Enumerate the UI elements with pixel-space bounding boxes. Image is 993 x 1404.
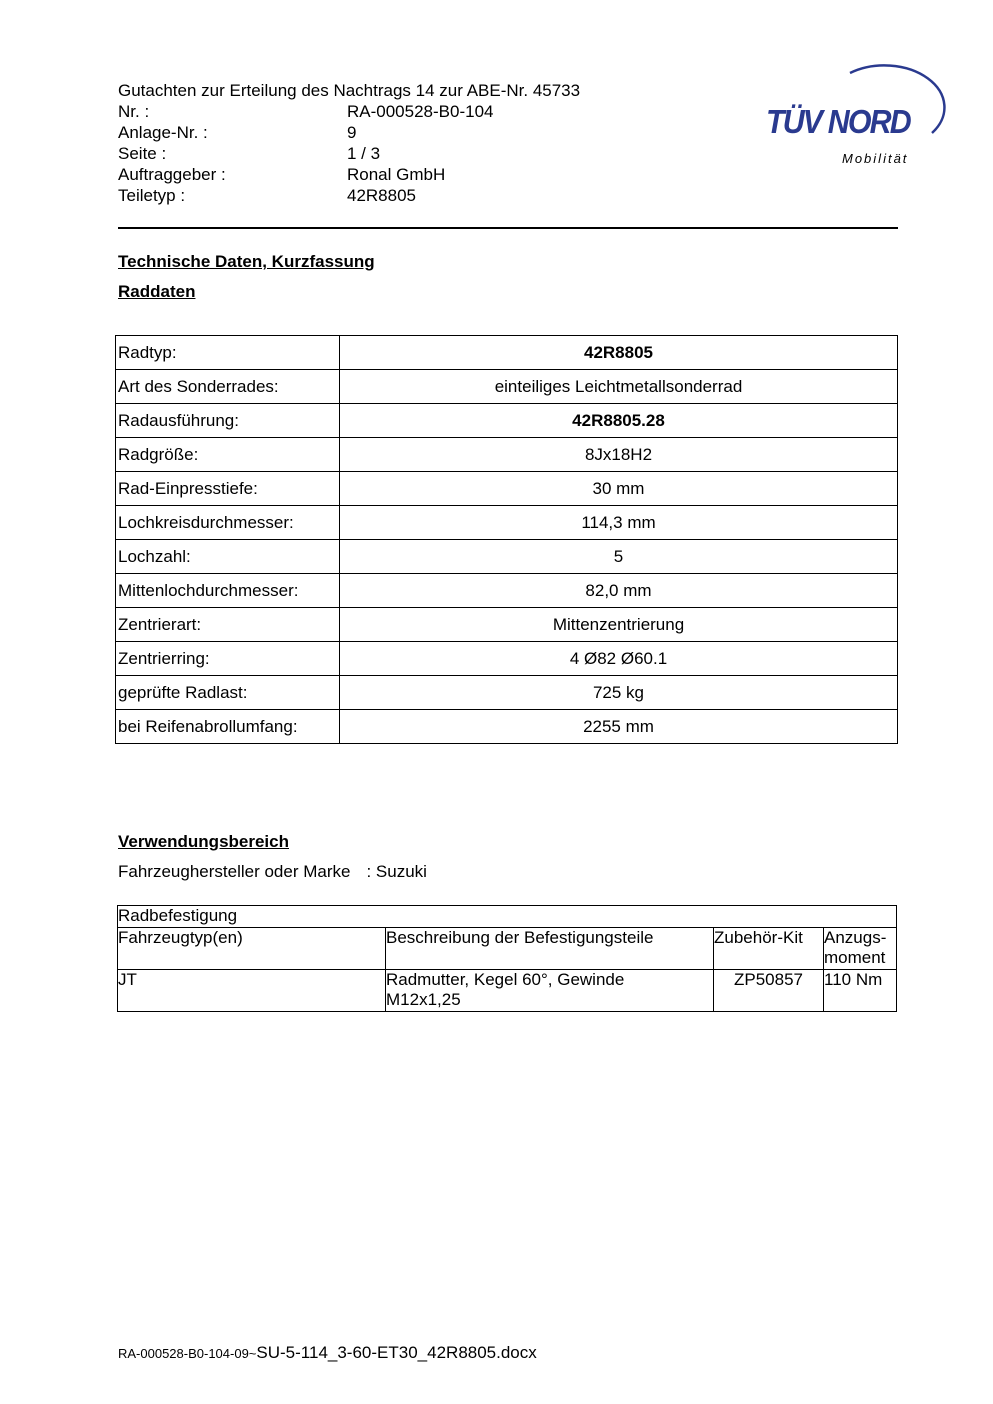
table-row [116, 370, 898, 404]
logo-subtitle: Mobilität [842, 151, 909, 166]
section-heading-raddaten: Raddaten [118, 282, 196, 301]
row-label: Radgröße: [116, 438, 340, 472]
table-row [116, 336, 898, 370]
row-label: Radtyp: [116, 336, 340, 370]
table-row [116, 710, 898, 744]
header-field-seite [118, 143, 718, 164]
header-beschreibung: Beschreibung der Befestigungsteile [386, 928, 714, 970]
footer-filename: SU-5-114_3-60-ET30_42R8805.docx [256, 1343, 537, 1362]
table-row [116, 506, 898, 540]
radbefestigung-table [117, 905, 897, 1012]
row-value: 2255 mm [340, 710, 898, 744]
row-value: 82,0 mm [340, 574, 898, 608]
header-value: 42R8805 [347, 186, 417, 205]
header-field-nr [118, 101, 718, 122]
header-anzugsmoment [824, 928, 897, 970]
table-title-row [118, 906, 897, 928]
manufacturer-value: Suzuki [375, 862, 427, 881]
header-fahrzeugtyp: Fahrzeugtyp(en) [118, 928, 386, 970]
header-divider [118, 227, 898, 229]
table-row [116, 438, 898, 472]
vehicle-manufacturer-line [118, 862, 427, 882]
raddaten-table [115, 335, 898, 744]
row-label: Radausführung: [116, 404, 340, 438]
logo-brand: TÜV NORD [766, 103, 910, 140]
row-label: Mittenlochdurchmesser: [116, 574, 340, 608]
table-row [116, 404, 898, 438]
row-value: 114,3 mm [340, 506, 898, 540]
row-label: Zentrierring: [116, 642, 340, 676]
header-field-teiletyp [118, 185, 718, 206]
row-value: 30 mm [340, 472, 898, 506]
table-row [116, 608, 898, 642]
row-label: Rad-Einpresstiefe: [116, 472, 340, 506]
header-label: Seite : [118, 144, 167, 163]
row-value: Mittenzentrierung [340, 608, 898, 642]
row-value: 42R8805 [340, 336, 898, 370]
row-label: geprüfte Radlast: [116, 676, 340, 710]
header-zubehoer-kit: Zubehör-Kit [714, 928, 824, 970]
footer-prefix: RA-000528-B0-104-09~ [118, 1346, 257, 1361]
row-label: Art des Sonderrades: [116, 370, 340, 404]
table-row [116, 472, 898, 506]
table-row [116, 574, 898, 608]
beschreibung-line-2: M12x1,25 [386, 990, 461, 1009]
header-value: 1 / 3 [347, 144, 381, 163]
header-label: Nr. : [118, 102, 150, 121]
header-value: Ronal GmbH [347, 165, 446, 184]
cell-beschreibung [386, 970, 714, 1012]
header-value: RA-000528-B0-104 [347, 102, 494, 121]
cell-anzugsmoment: 110 Nm [824, 970, 897, 1012]
tuev-nord-logo [760, 55, 950, 175]
row-value: 8Jx18H2 [340, 438, 898, 472]
header-value: 9 [347, 123, 357, 142]
row-label: Zentrierart: [116, 608, 340, 642]
document-title: Gutachten zur Erteilung des Nachtrags 14 zur ABE-Nr. 45733 [118, 81, 581, 100]
table-header-row [118, 928, 897, 970]
table-title: Radbefestigung [118, 906, 897, 928]
header-label: Teiletyp : [118, 186, 186, 205]
header-label: Auftraggeber : [118, 165, 226, 184]
section-heading-technische-daten: Technische Daten, Kurzfassung [118, 252, 375, 271]
row-label: Lochzahl: [116, 540, 340, 574]
row-value: einteiliges Leichtmetallsonderrad [340, 370, 898, 404]
row-label: bei Reifenabrollumfang: [116, 710, 340, 744]
header-field-anlage [118, 122, 718, 143]
header-field-auftraggeber [118, 164, 718, 185]
document-footer [118, 1343, 537, 1363]
header-moment-line-2: moment [824, 948, 886, 967]
table-row [116, 642, 898, 676]
manufacturer-separator: : [366, 862, 372, 881]
table-row [116, 540, 898, 574]
row-value: 4 Ø82 Ø60.1 [340, 642, 898, 676]
row-value: 42R8805.28 [340, 404, 898, 438]
row-value: 725 kg [340, 676, 898, 710]
header-moment-line-1: Anzugs- [824, 928, 887, 947]
table-row [118, 970, 897, 1012]
header-label: Anlage-Nr. : [118, 123, 208, 142]
section-heading-verwendungsbereich: Verwendungsbereich [118, 832, 289, 851]
cell-fahrzeugtyp: JT [118, 970, 386, 1012]
cell-zubehoer-kit: ZP50857 [714, 970, 824, 1012]
manufacturer-label: Fahrzeughersteller oder Marke [118, 862, 351, 881]
beschreibung-line-1: Radmutter, Kegel 60°, Gewinde [386, 970, 625, 989]
table-row [116, 676, 898, 710]
row-value: 5 [340, 540, 898, 574]
row-label: Lochkreisdurchmesser: [116, 506, 340, 540]
